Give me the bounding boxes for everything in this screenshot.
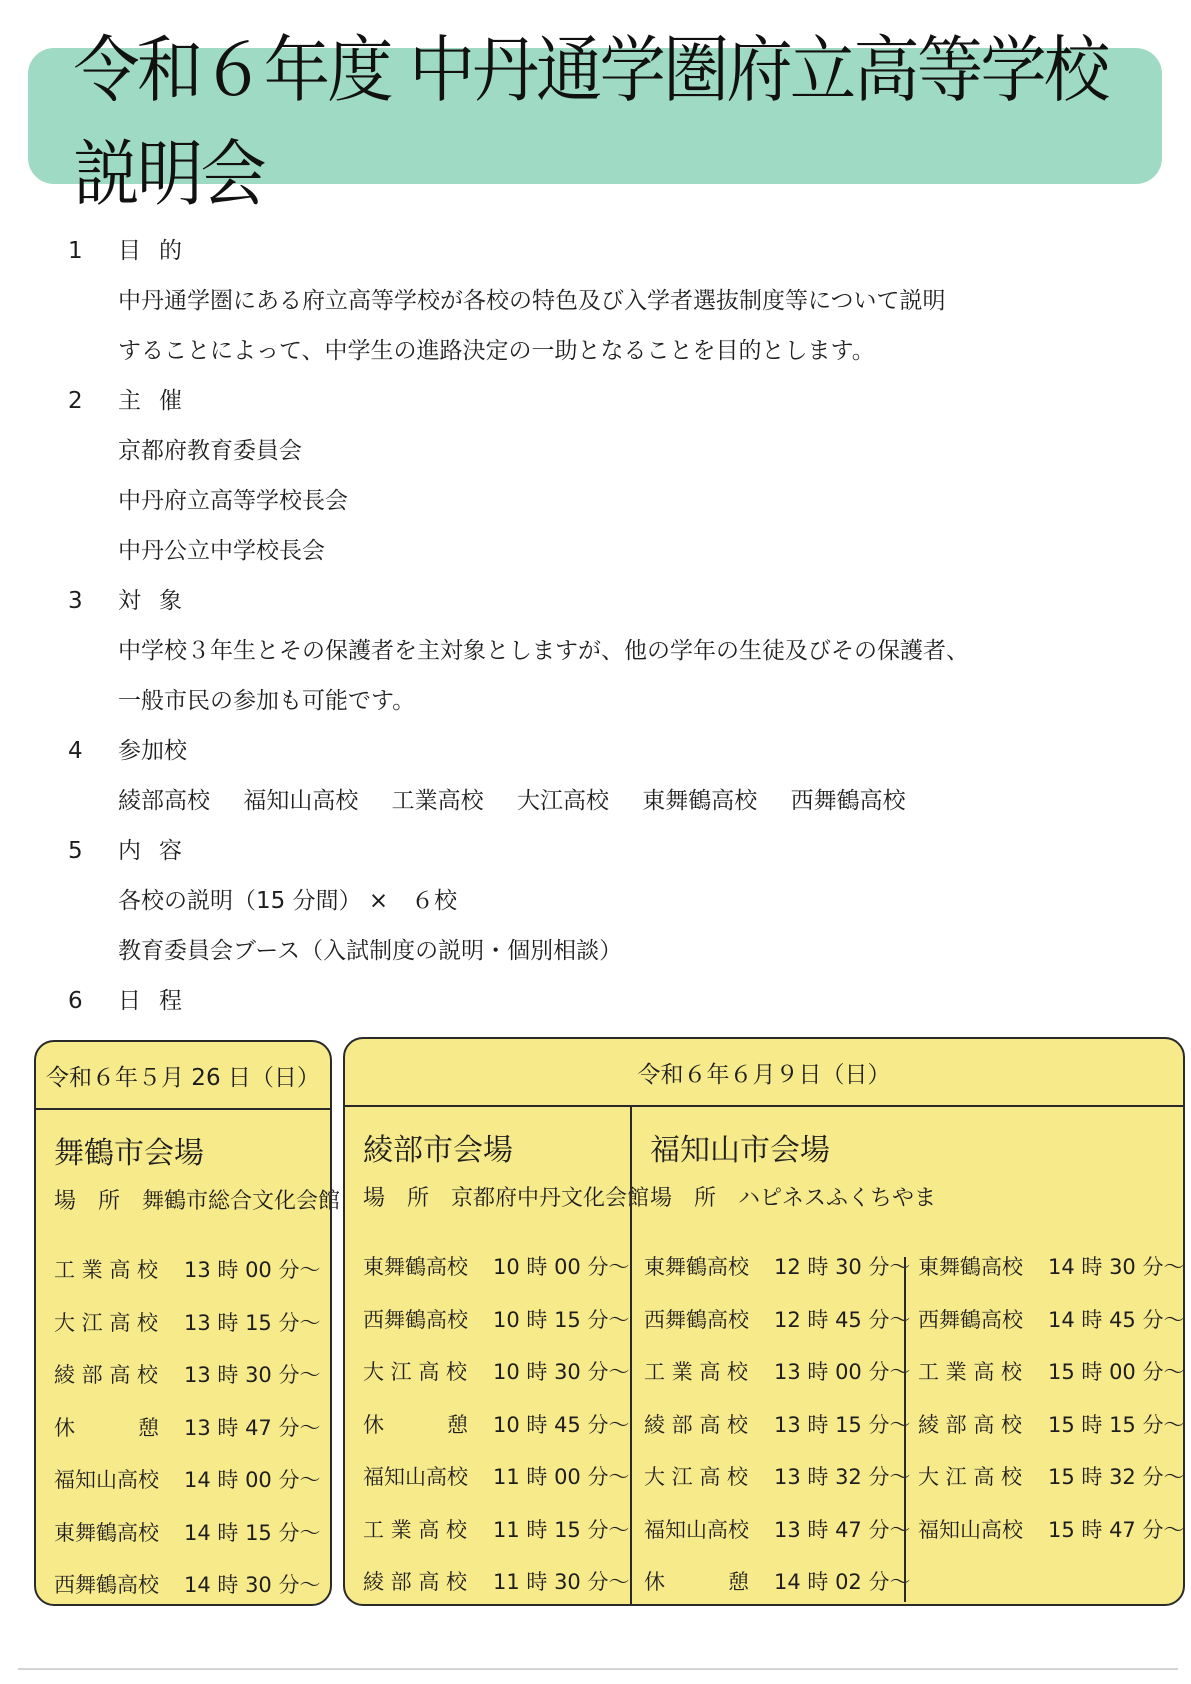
school-cell: 工 業 高 校 [644,1360,749,1384]
time-cell: 13 時 30 分～ [184,1363,321,1387]
school-cell: 東舞鶴高校 [644,1255,749,1279]
section-title: 日程 [118,988,200,1014]
section-title: 参加校 [118,738,187,764]
venue-maizuru [36,1110,341,1604]
school-cell: 東舞鶴高校 [918,1255,1023,1279]
venue-ayabe [345,1107,650,1604]
venue-place: 場 所 舞鶴市総合文化会館 [54,1189,341,1214]
section-text: 中丹府立高等学校長会 [118,488,348,514]
page-title: 令和６年度 中丹通学圏府立高等学校説明会 [73,28,1108,216]
section-target [68,576,1128,726]
table-row [644,1346,910,1399]
time-cell: 10 時 30 分～ [493,1360,630,1384]
table-row [644,1241,910,1294]
table-row [918,1241,1184,1294]
school-cell: 綾 部 高 校 [363,1570,468,1594]
venue-name: 福知山市会場 [650,1133,830,1168]
section-title: 内容 [118,838,200,864]
time-cell: 13 時 32 分～ [774,1465,911,1489]
school-cell: 西舞鶴高校 [918,1307,1023,1332]
school-cell: 工 業 高 校 [918,1360,1023,1384]
school-cell: 福知山高校 [918,1517,1023,1542]
venue-fukuchiyama [632,1107,1183,1604]
time-cell: 11 時 15 分～ [493,1517,630,1542]
school-name: 福知山高校 [243,788,359,814]
table-row [644,1504,910,1557]
school-cell: 綾 部 高 校 [54,1363,159,1387]
section-title: 主催 [118,388,200,414]
table-row [644,1294,910,1347]
venue-name: 綾部市会場 [363,1133,513,1168]
timetable-b [918,1241,1184,1556]
section-number: 2 [68,388,83,414]
schedule-date: 令和６年５月 26 日（日） [36,1042,330,1110]
table-row [918,1504,1184,1557]
section-title: 対象 [118,588,200,614]
school-cell: 西舞鶴高校 [363,1307,468,1332]
table-row [54,1454,320,1507]
time-cell: 14 時 15 分～ [184,1520,321,1545]
timetable [363,1241,629,1609]
table-row [918,1294,1184,1347]
time-cell: 14 時 30 分～ [1048,1255,1185,1279]
section-title: 目的 [118,238,200,264]
time-cell: 14 時 00 分～ [184,1468,321,1492]
section-text: 各校の説明（15 分間） × ６校 [118,888,458,914]
time-cell: 13 時 47 分～ [774,1517,911,1542]
section-text: 中学校３年生とその保護者を主対象としますが、他の学年の生徒及びその保護者、 [118,638,969,664]
time-cell: 10 時 00 分～ [493,1255,630,1279]
section-text: 教育委員会ブース（入試制度の説明・個別相談） [118,938,623,964]
sections [68,226,1128,1026]
venue-place: 場 所 ハピネスふくちやま [650,1186,937,1211]
section-number: 5 [68,838,83,864]
table-row [363,1399,629,1452]
table-row [363,1556,629,1609]
school-cell: 工 業 高 校 [54,1258,159,1282]
table-row [363,1241,629,1294]
section-number: 3 [68,588,83,614]
section-organizer [68,376,1128,576]
school-name: 綾部高校 [118,788,210,814]
time-cell: 13 時 15 分～ [184,1310,321,1335]
school-cell: 休 憩 [54,1415,159,1440]
school-list [68,776,1128,826]
column-divider [904,1257,906,1602]
page-bottom-rule [18,1668,1178,1670]
time-cell: 13 時 47 分～ [184,1415,321,1440]
section-number: 1 [68,238,83,264]
table-row [918,1399,1184,1452]
school-cell: 東舞鶴高校 [363,1255,468,1279]
section-purpose [68,226,1128,376]
school-cell: 休 憩 [363,1412,468,1437]
venue-place: 場 所 京都府中丹文化会館 [363,1186,650,1211]
school-cell: 西舞鶴高校 [644,1307,749,1332]
table-row [54,1402,320,1455]
table-row [644,1399,910,1452]
table-row [54,1559,320,1612]
school-cell: 綾 部 高 校 [644,1412,749,1437]
school-cell: 福知山高校 [644,1517,749,1542]
school-cell: 大 江 高 校 [363,1360,468,1384]
table-row [918,1451,1184,1504]
school-cell: 工 業 高 校 [363,1517,468,1542]
time-cell: 14 時 02 分～ [774,1570,911,1594]
school-cell: 福知山高校 [54,1468,159,1492]
table-row [363,1451,629,1504]
time-cell: 14 時 45 分～ [1048,1307,1185,1332]
time-cell: 10 時 15 分～ [493,1307,630,1332]
time-cell: 15 時 32 分～ [1048,1465,1185,1489]
time-cell: 13 時 00 分～ [184,1258,321,1282]
time-cell: 12 時 45 分～ [774,1307,911,1332]
time-cell: 12 時 30 分～ [774,1255,911,1279]
school-cell: 東舞鶴高校 [54,1520,159,1545]
title-banner [28,28,1162,216]
school-name: 東舞鶴高校 [642,788,758,814]
table-row [54,1244,320,1297]
table-row [363,1294,629,1347]
section-participating-schools [68,726,1128,826]
school-name: 工業高校 [391,788,484,814]
section-text: 中丹通学圏にある府立高等学校が各校の特色及び入学者選抜制度等について説明 [118,288,946,314]
timetable-a [644,1241,910,1609]
time-cell: 14 時 30 分～ [184,1573,321,1597]
table-row [54,1507,320,1560]
table-row [54,1349,320,1402]
section-text: 京都府教育委員会 [118,438,302,464]
section-schedule [68,976,1128,1026]
time-cell: 15 時 47 分～ [1048,1517,1185,1542]
section-text: 一般市民の参加も可能です。 [118,688,416,714]
time-cell: 13 時 00 分～ [774,1360,911,1384]
section-text: 中丹公立中学校長会 [118,538,325,564]
school-cell: 大 江 高 校 [918,1465,1023,1489]
table-row [363,1346,629,1399]
school-cell: 福知山高校 [363,1465,468,1489]
time-cell: 10 時 45 分～ [493,1412,630,1437]
school-cell: 休 憩 [644,1570,749,1594]
section-content [68,826,1128,976]
time-cell: 15 時 00 分～ [1048,1360,1185,1384]
venue-name: 舞鶴市会場 [54,1136,204,1171]
schedule-panel-may [34,1040,341,1606]
section-text: することによって、中学生の進路決定の一助となることを目的とします。 [118,338,875,364]
table-row [644,1556,910,1609]
time-cell: 11 時 30 分～ [493,1570,630,1594]
school-name: 西舞鶴高校 [790,788,906,814]
table-row [363,1504,629,1557]
time-cell: 13 時 15 分～ [774,1412,911,1437]
section-number: 4 [68,738,83,764]
section-number: 6 [68,988,83,1014]
school-cell: 大 江 高 校 [54,1310,159,1335]
schedule-date: 令和６年６月９日（日） [345,1039,1183,1107]
school-cell: 大 江 高 校 [644,1465,749,1489]
time-cell: 11 時 00 分～ [493,1465,630,1489]
time-cell: 15 時 15 分～ [1048,1412,1185,1437]
school-cell: 西舞鶴高校 [54,1573,159,1597]
table-row [918,1346,1184,1399]
school-name: 大江高校 [516,788,609,814]
school-cell: 綾 部 高 校 [918,1412,1023,1437]
schedule-panel-june [343,1037,1185,1606]
table-row [644,1451,910,1504]
timetable [54,1244,320,1612]
table-row [54,1297,320,1350]
